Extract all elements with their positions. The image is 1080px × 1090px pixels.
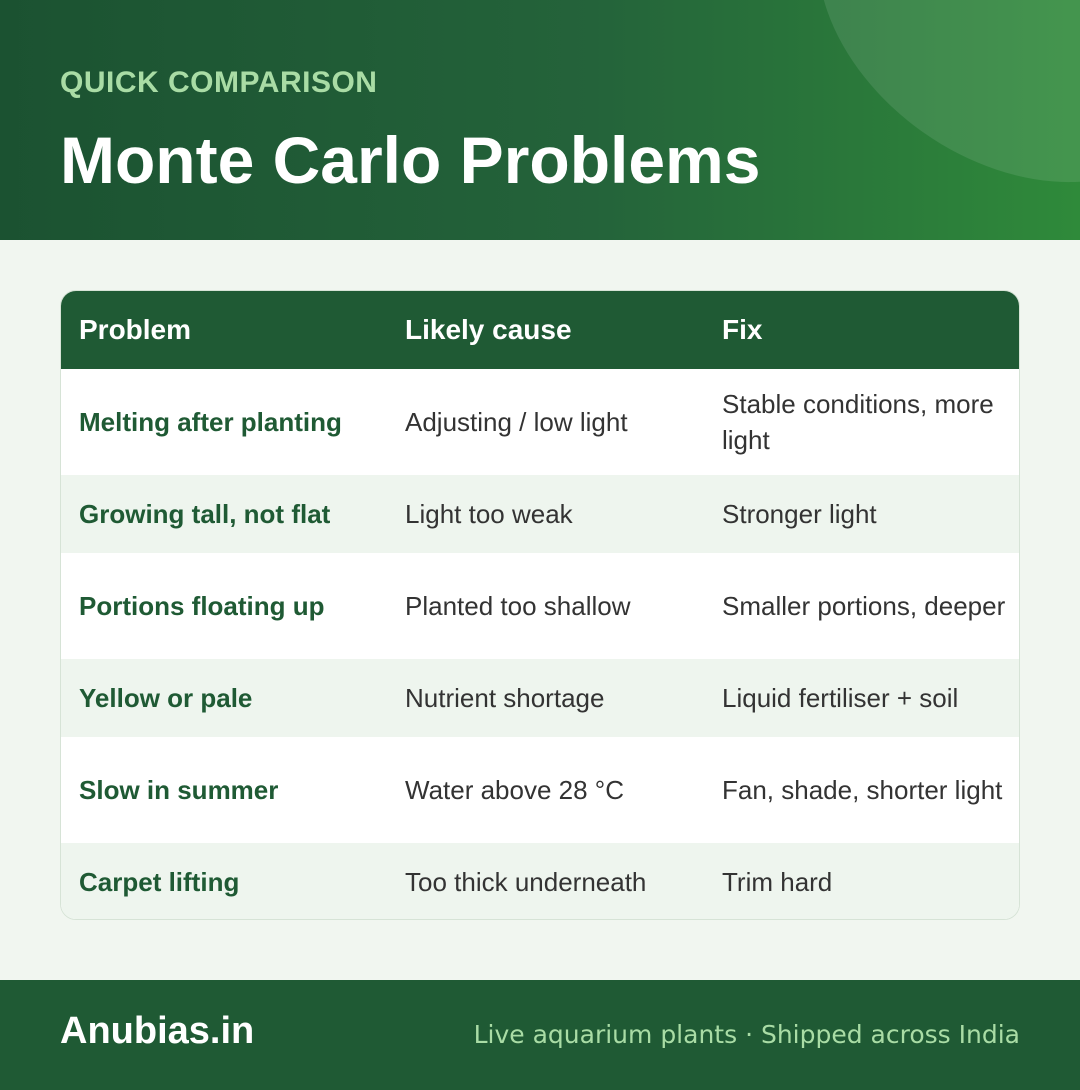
problem-cell: Growing tall, not flat [79,498,331,529]
fix-cell: Liquid fertiliser + soil [722,683,959,713]
cause-cell: Light too weak [405,498,573,529]
footer-tagline: Live aquarium plants · Shipped across India [473,1020,1020,1049]
fix-cell: Trim hard [722,867,833,897]
table-header-row [61,291,1019,369]
table-row [61,475,1019,553]
fix-cell: Fan, shade, shorter light [722,775,1003,805]
column-header-fix: Fix [722,314,763,345]
footer-bar [0,980,1080,1090]
table-row [61,369,1019,475]
problem-cell: Slow in summer [79,774,279,805]
problem-cell: Melting after planting [79,406,342,437]
cause-cell: Adjusting / low light [405,406,628,437]
cause-cell: Too thick underneath [405,866,647,897]
cause-cell: Planted too shallow [405,590,631,621]
table-row [61,659,1019,737]
fix-cell: Smaller portions, deeper [722,591,1006,621]
column-header-cause: Likely cause [405,314,572,345]
fix-cell: Stronger light [722,499,877,529]
problem-cell: Carpet lifting [79,866,240,897]
cause-cell: Water above 28 °C [405,774,624,805]
column-header-problem: Problem [79,314,192,345]
table-row [61,843,1019,920]
problem-cell: Yellow or pale [79,682,253,713]
comparison-table [60,290,1020,920]
table-row [61,553,1019,659]
problem-cell: Portions floating up [79,590,325,621]
table-row [61,737,1019,843]
fix-cell: Stable conditions, more light [722,389,994,455]
brand-logo-text: Anubias.in [60,1010,255,1052]
page-title: Monte Carlo Problems [60,123,761,197]
header-banner [0,0,1080,240]
eyebrow-label: QUICK COMPARISON [60,66,378,99]
cause-cell: Nutrient shortage [405,682,605,713]
decorative-ellipse [752,0,1080,240]
